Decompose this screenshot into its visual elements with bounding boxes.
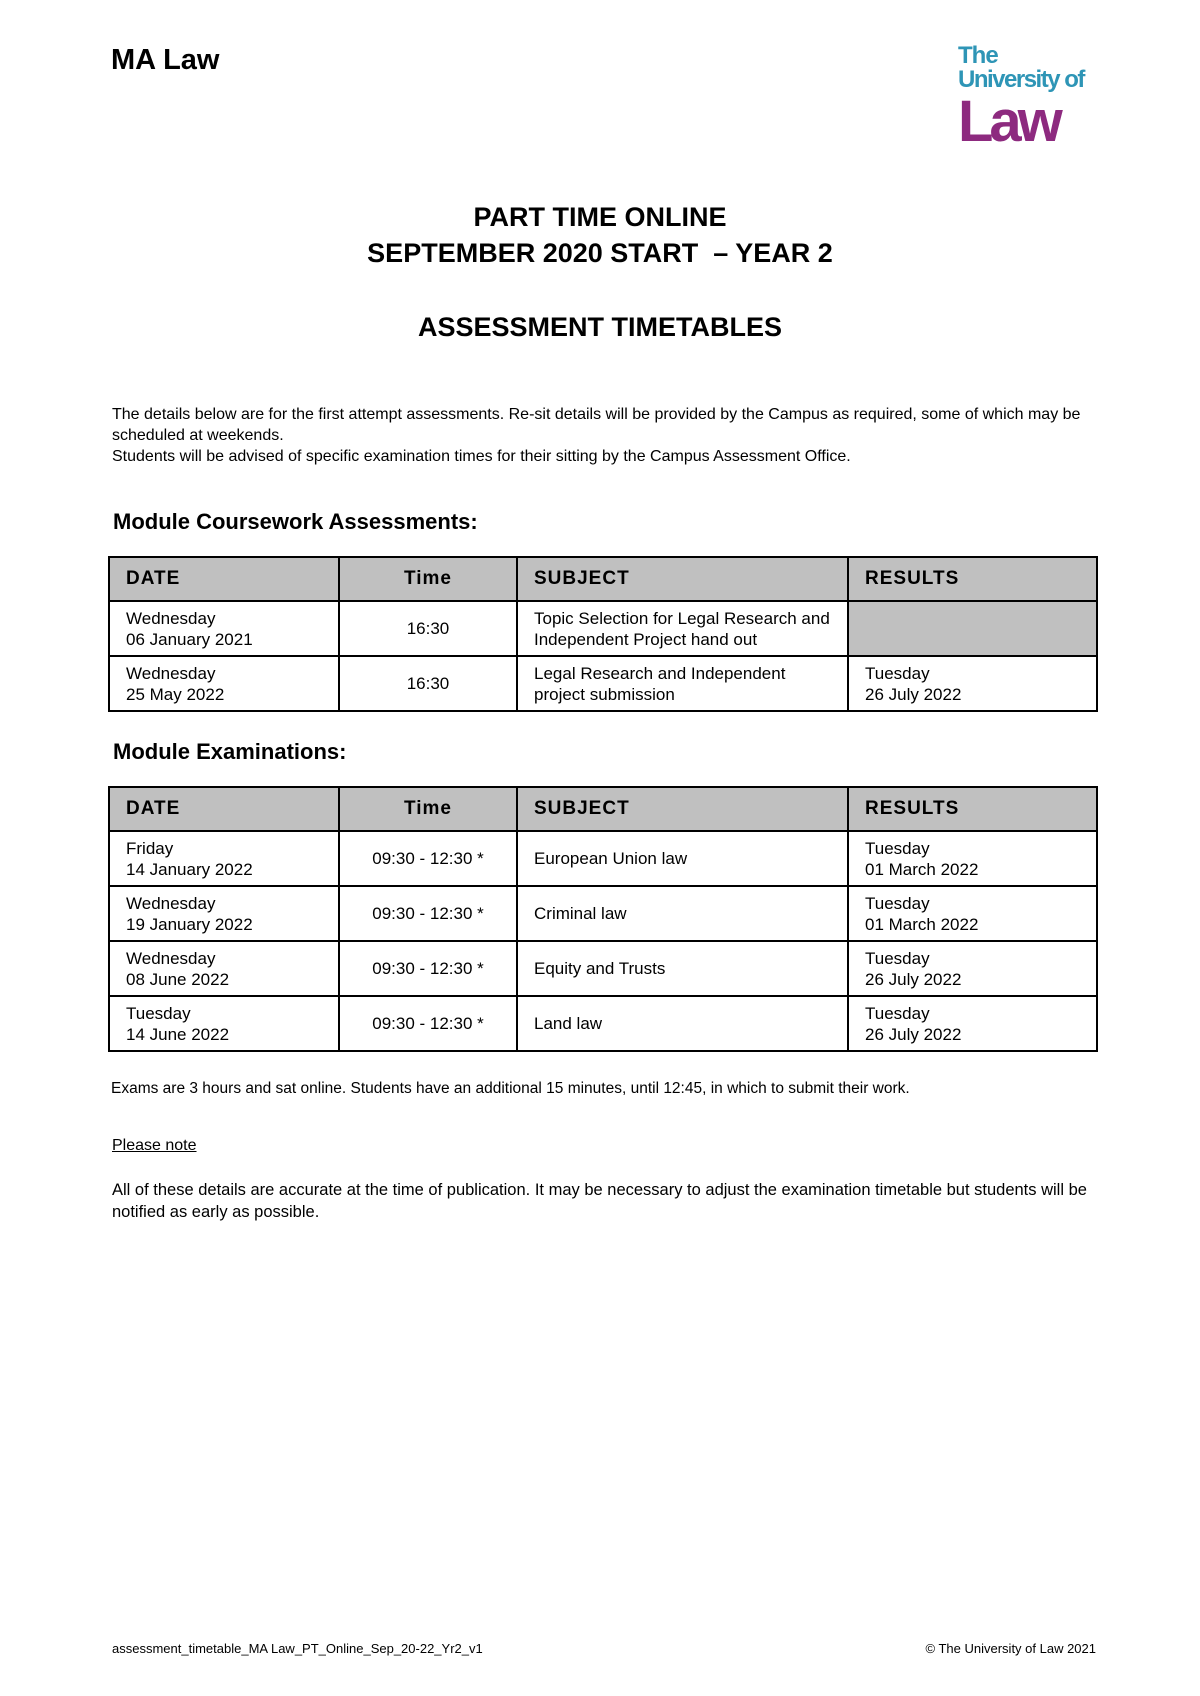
exams-table: [108, 786, 1098, 1052]
table-header-row: [109, 557, 1097, 601]
results-cell: [848, 941, 1097, 996]
table-header-row: [109, 787, 1097, 831]
date-day: Tuesday: [126, 1003, 191, 1023]
date-value: 19 January 2022: [126, 914, 253, 934]
coursework-table: [108, 556, 1098, 712]
column-header-results: RESULTS: [848, 557, 1097, 601]
results-date: 26 July 2022: [865, 684, 962, 704]
subject-cell: Land law: [517, 996, 848, 1051]
date-day: Wednesday: [126, 663, 216, 683]
exam-note: Exams are 3 hours and sat online. Students have an additional 15 minutes, until 12:45, in which to submit their work.: [111, 1080, 910, 1097]
results-cell: [848, 601, 1097, 656]
results-day: Tuesday: [865, 838, 930, 858]
date-cell: [109, 831, 339, 886]
date-value: 14 January 2022: [126, 859, 253, 879]
date-day: Friday: [126, 838, 174, 858]
results-cell: [848, 886, 1097, 941]
table-row: [109, 831, 1097, 886]
footer-copyright: © The University of Law 2021: [925, 1641, 1096, 1656]
column-header-subject: SUBJECT: [517, 557, 848, 601]
time-cell: 09:30 - 12:30 *: [339, 996, 517, 1051]
results-date: 26 July 2022: [865, 969, 962, 989]
column-header-subject: SUBJECT: [517, 787, 848, 831]
date-day: Wednesday: [126, 608, 216, 628]
document-label: MA Law: [111, 44, 220, 76]
column-header-results: RESULTS: [848, 787, 1097, 831]
table-row: [109, 601, 1097, 656]
time-cell: 16:30: [339, 601, 517, 656]
column-header-date: DATE: [109, 557, 339, 601]
results-cell: [848, 656, 1097, 711]
column-header-time: Time: [339, 557, 517, 601]
table-row: [109, 656, 1097, 711]
subject-line-1: Topic Selection for Legal Research and: [534, 608, 830, 628]
page-title: ASSESSMENT TIMETABLES: [417, 312, 783, 342]
intro-text: [112, 404, 1102, 467]
time-cell: 09:30 - 12:30 *: [339, 831, 517, 886]
results-date: 01 March 2022: [865, 859, 979, 879]
subject-line-2: Independent Project hand out: [534, 629, 758, 649]
results-cell: [848, 996, 1097, 1051]
subject-line-2: project submission: [534, 684, 675, 704]
results-day: Tuesday: [865, 893, 930, 913]
results-date: 26 July 2022: [865, 1024, 962, 1044]
date-value: 14 June 2022: [126, 1024, 230, 1044]
university-logo: [958, 42, 1098, 154]
logo-line-1: The: [958, 42, 998, 69]
footer-document-id: assessment_timetable_MA Law_PT_Online_Sep_20-22_Yr2_v1: [112, 1641, 483, 1656]
accuracy-note: All of these details are accurate at the time of publication. It may be necessary to adjust the examination timetable but students will be notified as early as possible.: [112, 1181, 1087, 1221]
date-day: Wednesday: [126, 948, 216, 968]
subject-cell: European Union law: [517, 831, 848, 886]
date-value: 08 June 2022: [126, 969, 230, 989]
table-row: [109, 996, 1097, 1051]
time-cell: 09:30 - 12:30 *: [339, 941, 517, 996]
intro-line-2: Students will be advised of specific examination times for their sitting by the Campus Assessment Office.: [112, 448, 851, 465]
results-day: Tuesday: [865, 663, 930, 683]
please-note-heading: Please note: [112, 1137, 197, 1154]
results-cell: [848, 831, 1097, 886]
column-header-date: DATE: [109, 787, 339, 831]
results-date: 01 March 2022: [865, 914, 979, 934]
date-cell: [109, 996, 339, 1051]
title-line-1: PART TIME ONLINE: [473, 202, 727, 232]
subject-cell: Equity and Trusts: [517, 941, 848, 996]
logo-line-2: University of: [958, 66, 1084, 93]
date-cell: [109, 601, 339, 656]
logo-line-3: Law: [958, 89, 1059, 154]
table-row: [109, 886, 1097, 941]
exams-heading: Module Examinations:: [113, 739, 347, 764]
subject-cell: [517, 656, 848, 711]
coursework-heading: Module Coursework Assessments:: [113, 509, 478, 534]
results-day: Tuesday: [865, 948, 930, 968]
results-day: Tuesday: [865, 1003, 930, 1023]
date-day: Wednesday: [126, 893, 216, 913]
time-cell: 16:30: [339, 656, 517, 711]
subject-cell: Criminal law: [517, 886, 848, 941]
date-cell: [109, 886, 339, 941]
title-line-2: SEPTEMBER 2020 START – YEAR 2: [367, 238, 833, 268]
subject-line-1: Legal Research and Independent: [534, 663, 786, 683]
date-value: 06 January 2021: [126, 629, 253, 649]
date-cell: [109, 656, 339, 711]
time-cell: 09:30 - 12:30 *: [339, 886, 517, 941]
date-value: 25 May 2022: [126, 684, 225, 704]
date-cell: [109, 941, 339, 996]
subject-cell: [517, 601, 848, 656]
intro-line-1: The details below are for the first attempt assessments. Re-sit details will be provided by the Campus as required, some of which may be scheduled at weekends.: [112, 406, 1081, 444]
table-row: [109, 941, 1097, 996]
column-header-time: Time: [339, 787, 517, 831]
